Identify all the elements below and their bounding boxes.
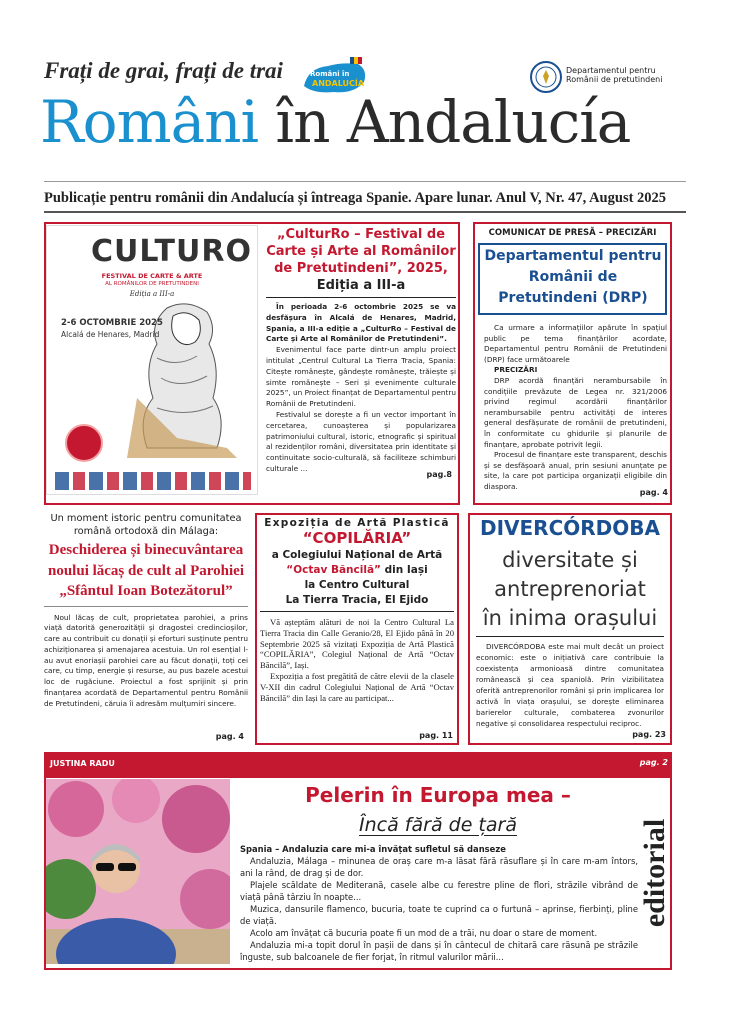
expo-line3: a Colegiului Național de Artă [271,549,443,561]
badge-line2: ANDALUCÍA [312,79,365,88]
editorial-photo [46,779,230,964]
expo-line6: La Tierra Tracia, El Ejido [285,594,429,606]
divercordoba-sub3: în inima orașului [482,606,658,630]
publication-subline: Publicație pentru românii din Andalucía și întreaga Spanie. Apare lunar. Anul V, Nr. 47, August 2025 [44,190,667,206]
editorial-banner [44,752,672,778]
divercordoba-sub1: diversitate și [502,548,638,572]
drp-line1: Departamentul pentru [566,66,656,75]
church-p1: Noul lăcaș de cult, proprietatea parohiei, a prins viață datorită generozității și dragostei credincioșilor, care au contribuit cu donații și eforturi susținute pentru achiziționarea și amenajarea acestuia. Un rol esențial l-au avut enoriașii parohiei care au făcut donații, toți cei care, cu timp, energie și resurse, au pus bazele acestui loc de rugăciune. Proiectul a fost sprijinit și prin finanțarea acordată de Departamentul pentru Românii de Pretutindeni, căruia îi adresăm mulțumiri sincere. [44,612,248,708]
editorial-vertical-label [640,780,670,966]
poster-sponsor-logos [55,472,251,490]
culturo-rule [266,297,456,298]
divercordoba-subtitle [470,546,670,633]
culturo-p1: În perioada 2-6 octombrie 2025 se va desfășura în Alcalá de Henares, Madrid, Spania, a III-a ediție a „CulturRo – Festival de Carte și Arte al Românilor de Pretutindeni”. [266,302,456,344]
press-page-ref[interactable]: pag. 4 [639,488,668,497]
press-p1: Ca urmare a informațiilor apărute în spațiul public pe tema finanțărilor acordate, Departamentul pentru Românii de Pretutindeni (DRP) face următoarele [484,323,667,364]
expo-line1: Expoziția de Artă Plastică [264,517,450,529]
press-p2: DRP acordă finanțări nerambursabile în condițiile prevăzute de Legea nr. 321/2006 privind regimul acordării finanțărilor nerambursabile pentru activități de interes general desfășurate de românii de pretutindeni, în conformitate cu ghidurile și planurile de finanțare, aprobate potrivit legii. [484,375,667,449]
poster-place: Alcalá de Henares, Madrid [61,330,160,339]
press-header: COMUNICAT DE PRESĂ – PRECIZĂRI [488,228,657,238]
church-intro: Un moment istoric pentru comunitatea română ortodoxă din Málaga: [50,513,242,537]
poster-sub2: AL ROMÂNILOR DE PRETUTINDENI [105,281,199,287]
divercordoba-title: DIVERCÓRDOBA [480,516,660,540]
culturo-article [266,226,456,479]
expo-page-ref[interactable]: pag. 11 [419,731,453,740]
subline-divider [44,211,686,213]
editorial-body [240,843,638,963]
poster-dates: 2-6 OCTOMBRIE 2025 [61,318,163,328]
drp-line2: Românii de pretutindeni [566,75,663,84]
expo-line5: la Centro Cultural [304,579,410,591]
press-body [484,323,667,493]
divercordoba-rule [476,636,664,637]
drp-header-text [566,66,662,84]
expo-line4b: din Iași [380,564,428,576]
editorial-p3: Muzica, dansurile flamenco, bucuria, toate te cuprind ca o furtună – aprinse, fierbinți, pline de viață. [240,904,638,926]
culturo-page-ref[interactable]: pag.8 [426,469,452,479]
masthead-title [40,88,630,156]
church-rule [44,606,248,607]
masthead-word-romani: Români [40,88,259,156]
poster-sub1: FESTIVAL DE CARTE & ARTE [101,272,203,280]
poster-edition: Ediția a III-a [129,290,175,298]
editorial-author: JUSTINA RADU [50,759,115,768]
editorial-title: Pelerin în Europa mea – [305,783,571,807]
editorial-p2: Plajele scăldate de Mediterană, casele albe cu ferestre pline de flori, străzile vibrând de viață până târziu în noapte... [240,880,638,902]
press-label: PRECIZĂRI [494,365,538,375]
culturo-title: „CulturRo – Festival de Carte și Arte al Românilor de Pretutindeni”, 2025, [266,227,456,276]
culturo-p3: Festivalul se dorește a fi un vector important în cercetarea, cunoașterea și popularizarea patrimoniului cultural, istoric, etnografic și spiritual al rezidenților români, diversitatea prin identitate și continuitate socio-culturală, să faciliteze schimburi culturale ... [266,409,456,473]
poster-logo: CULTURO [91,234,252,269]
culturo-poster [46,225,258,495]
expo-p1: Vă așteptăm alături de noi la Centro Cultural La Tierra Tracia din Calle Geranio/28, El Ejido până în 20 Septembrie 2025 să vizitați Expoziția de Artă Plastică “COPILĂRIA”, Colegiul Național de Artă “Octav Băncilă”, Iași. [260,617,454,671]
church-article [44,513,248,745]
culturo-p2: Evenimentul face parte dintr-un amplu proiect intitulat „Centrul Cultural La Tierra Tracia, Spania: Citește românește, gândește românește, trăiește și simte românește – Seri și evenimente culturale 2025”, un Proiect finanțat de Departamentul pentru Românii de Pretutindeni. [266,345,456,409]
culturo-edition: Ediția a III-a [316,278,406,293]
tagline: Frați de grai, frați de trai [44,58,283,83]
editorial-page-ref[interactable]: pag. 2 [639,758,668,767]
header-divider [44,181,686,182]
divercordoba-sub2: antreprenoriat [494,577,646,601]
expo-p2: Expoziția a fost pregătită de către elevii de la clasele V-XII din cadrul Colegiului Național de Artă “Octav Băncilă” din Iași la care au participat... [260,670,454,703]
masthead-word-andalucia: Andalucía [346,88,631,156]
badge-line1: Români în [310,70,350,78]
church-title: Deschiderea și binecuvântarea noului lăcaș de cult al Parohiei „Sfântul Ioan Botezătorul” [48,542,244,599]
editorial-p4: Acolo am învățat că bucuria poate fi un mod de a trăi, nu doar o stare de moment. [250,928,598,938]
expo-rule [260,611,454,612]
poster-stamp-icon [65,424,103,462]
editorial-lead: Spania – Andaluzia care mi-a învățat sufletul să danseze [240,844,506,854]
editorial-p5: Andaluzia mi-a topit dorul în pașii de dans și în cântecul de chitară care răsună pe străzile înguste, sub balcoanele de fier forjat, în ritmul valurilor mării... [240,940,638,962]
editorial-subtitle: Încă fără de țară [359,814,517,836]
expo-article [260,517,454,703]
masthead-word-in: în [275,88,330,156]
press-title: Departamentul pentru Românii de Pretutindeni (DRP) [484,248,662,306]
expo-line2: “COPILĂRIA” [302,529,412,547]
church-page-ref[interactable]: pag. 4 [215,732,244,741]
expo-line4a: “Octav Băncilă” [286,564,381,576]
editorial-vertical-text: editorial [638,818,671,928]
press-p3: Procesul de finanțare este transparent, deschis și se desfășoară anual, prin sesiuni anunțate pe site, la care pot participa organizații eligibile din diaspora. [484,450,667,491]
editorial-p1: Andaluzia, Málaga – minunea de oraș care m-a lăsat fără răsuflare și în care m-am întors, ani la rând, de drag și de dor. [240,856,638,878]
divercordoba-page-ref[interactable]: pag. 23 [632,730,666,739]
divercordoba-p1: DIVERCÓRDOBA este mai mult decât un proiect economic: este o inițiativă care contribuie la coexistența armonioasă dintre comunitatea românească și cea spaniolă. Prin vizibilitatea oferită antreprenorilor români și prin implicarea lor activă în viața orașului, se dorește eliminarea barierelor culturale, combaterea zvonurilor negative și consolidarea respectului reciproc. [476,642,664,728]
